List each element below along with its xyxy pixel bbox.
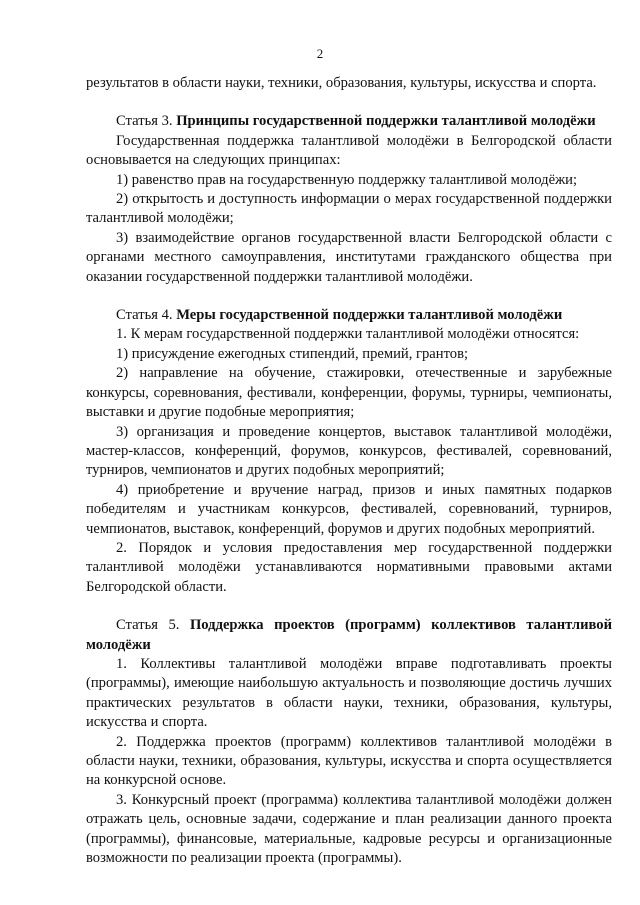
article-5-prefix: Статья 5. <box>116 617 180 634</box>
article-4-title: Меры государственной поддержки талантливой молодёжи <box>176 307 563 324</box>
article-4-paragraph: 2. Порядок и условия предоставления мер государственной поддержки талантливой молодёжи устанавливаются нормативными правовыми актами Белгородской области. <box>86 539 612 595</box>
article-4-paragraph: 2) направление на обучение, стажировки, отечественные и зарубежные конкурсы, соревнования, фестивали, конференции, форумы, турниры, чемпионаты, выставки и другие подобные мероприятия; <box>86 365 612 421</box>
article-5-paragraph: 1. Коллективы талантливой молодёжи вправе подготавливать проекты (программы), имеющие наибольшую актуальность и позволяющие достичь лучших практических результатов в области науки, техники, образования, культуры, искусства и спорта. <box>86 655 612 731</box>
document-body <box>86 74 612 868</box>
article-4-paragraph: 1. К мерам государственной поддержки талантливой молодёжи относятся: <box>116 326 580 343</box>
article-5-title: Поддержка проектов (программ) коллективов талантливой молодёжи <box>86 617 612 653</box>
article-3-title: Принципы государственной поддержки талантливой молодёжи <box>176 113 596 130</box>
article-4-paragraph: 3) организация и проведение концертов, выставок талантливой молодёжи, мастер-классов, конференций, форумов, конкурсов, фестивалей, соревнований, турниров, чемпионатов и других подобных мероприятий; <box>86 423 612 479</box>
article-3-paragraph: 1) равенство прав на государственную поддержку талантливой молодёжи; <box>116 171 578 188</box>
article-4-heading <box>86 306 612 325</box>
intro-continuation: результатов в области науки, техники, образования, культуры, искусства и спорта. <box>86 75 597 91</box>
article-4-paragraph: 1) присуждение ежегодных стипендий, премий, грантов; <box>116 345 469 362</box>
article-3-prefix: Статья 3. <box>116 113 173 130</box>
article-4 <box>86 306 612 597</box>
article-3-heading <box>86 112 612 131</box>
article-3-paragraph: 2) открытость и доступность информации о мерах государственной поддержки талантливой молодёжи; <box>86 191 612 227</box>
article-5-paragraph: 2. Поддержка проектов (программ) коллективов талантливой молодёжи в области науки, техники, образования, культуры, искусства и спорта осуществляется на конкурсной основе. <box>86 733 612 789</box>
article-5-heading <box>86 616 612 655</box>
article-5-paragraph: 3. Конкурсный проект (программа) коллектива талантливой молодёжи должен отражать цель, основные задачи, содержание и план реализации данного проекта (программы), финансовые, материальные, кадровые ресурсы и организационные возможности по реализации проекта (программы). <box>86 791 612 867</box>
article-5 <box>86 616 612 868</box>
article-4-paragraph: 4) приобретение и вручение наград, призов и иных памятных подарков победителям и участникам конкурсов, фестивалей, соревнований, турниров, чемпионатов, выставок, конференций, форумов и других подобных мероприятий. <box>86 481 612 537</box>
article-4-prefix: Статья 4. <box>116 307 173 324</box>
article-3-paragraph: 3) взаимодействие органов государственной власти Белгородской области с органами местного самоуправления, институтами гражданского общества при оказании государственной поддержки талантливой молодёжи. <box>86 229 612 285</box>
article-3-paragraph: Государственная поддержка талантливой молодёжи в Белгородской области основывается на следующих принципах: <box>86 132 612 169</box>
page-number: 2 <box>316 46 324 61</box>
article-3 <box>86 112 612 287</box>
